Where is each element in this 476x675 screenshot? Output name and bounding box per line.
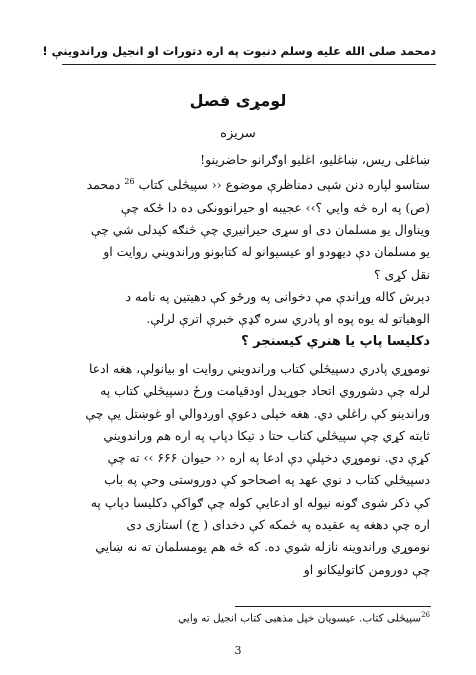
footnote-reference[interactable]: 26: [124, 177, 135, 187]
intro-paragraph-1-start: ستاسو لپاره دنن شپی دمناظرې موضوع ‹‹ سپیڅلی کتاب: [138, 177, 430, 193]
page-number: 3: [234, 644, 242, 657]
section-body: [85, 358, 430, 581]
footnote-rule: [235, 606, 431, 607]
intro-paragraph-2: دېرش کاله وړاندې مې دخوانی په ورځو کې دهیتین په نامه د الوهیاتو له یوه پوه او پادري سره ګډې خبرې اترې لرلې.: [125, 288, 430, 327]
intro-paragraph-1: [85, 171, 430, 286]
header-rule: [62, 64, 436, 65]
footnote: [85, 611, 430, 625]
running-header: دمحمد صلی الله علیه وسلم دنبوت په اره دتورات او انجیل وراندوینې !: [42, 44, 436, 58]
chapter-title: لومړی فصل: [189, 91, 287, 110]
footnote-text: سپیڅلی کتاب. عیسویان خپل مذهبی کتاب انجیل ته وایي: [178, 612, 422, 625]
intro-paragraph-1-rest: دمحمد (ص) په اره څه وایي ؟›› عجیبه او حیرانوونکی ده دا ځکه چې ویناوال یو مسلمان دی او سړی حیرانیږي چې څنګه کیدلی شي چې یو مسلمان دې دیهودو او عیسیوانو له کتابونو وراندویني روایت او نقل کړی ؟: [86, 177, 430, 282]
section-paragraph: نوموړي پادري دسپیڅلي کتاب وراندویني روایت او بیانولې، هغه ادعا لرله چې دشوروي اتحاد جوړیدل اودقیامت ورځ دسپیڅلي کتاب په وراندینو کې راغلي دي. هغه خپلی دعوې اوږدوالي او غوښتل یې چې ثابته کړي چې سپیڅلي کتاب حتا د تیکا دپاپ په اره هم وراندویني کړې دي. نوموړي دخپلې دې ادعا په اره ‹‹ حیوان ۶۶۶ ›› ته چې دسپیڅلي کتاب د نوي عهد په اصحاحو کې دوروستی وحې په باب کې ذکر شوی ګونه نیوله او ادعایې کوله چې ګواکې دکلیسا دپاپ په اره چې دهغه په عقیده په څمکه کې دخدای ( ج) استازی دی نوموړي وراندوینه نازله شوي ده. که څه هم یومسلمان ته نه ښایي چې دورومن کاتولیکانو او: [85, 361, 430, 577]
footnote-number: 26: [421, 611, 430, 619]
chapter-subtitle: سریزه: [220, 126, 256, 141]
intro-body: [85, 149, 430, 331]
section-heading: دکلیسا پاپ یا هنري کیسنجر ؟: [241, 334, 430, 349]
greeting-line: ښاغلی ریس، ښاغلیو، اغلیو اوګرانو حاضرینو!: [200, 152, 430, 167]
